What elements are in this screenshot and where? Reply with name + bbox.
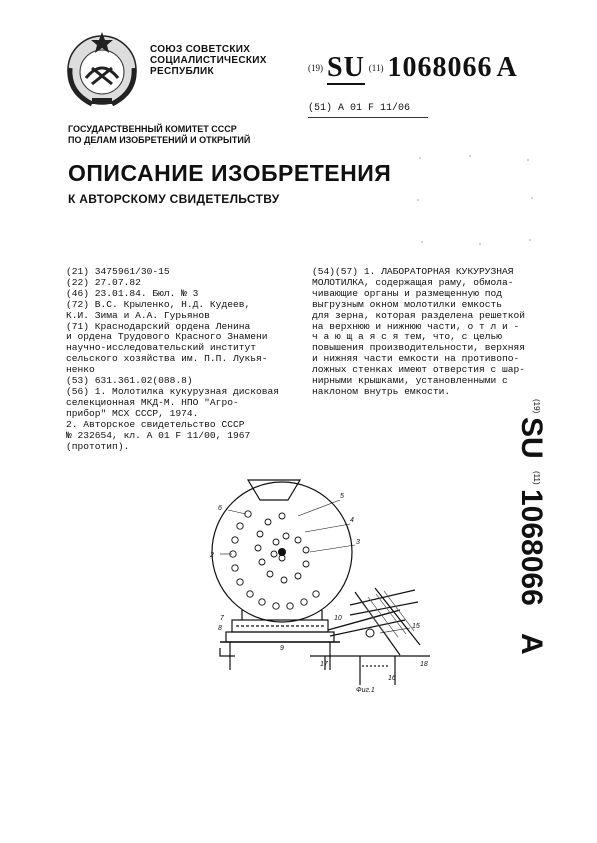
kind-code: A — [496, 52, 518, 83]
ref-label: 10 — [334, 615, 342, 622]
drum-axis — [278, 548, 286, 556]
ref-label: 7 — [220, 615, 224, 622]
biblio-line: научно-исследовательский институт — [66, 342, 256, 354]
ref-label: 8 — [218, 625, 222, 632]
side-country-code: SU — [515, 417, 548, 459]
biblio-line: селекционная МКД-М. НПО "Агро- — [66, 396, 239, 408]
ref-label: 15 — [412, 623, 420, 630]
ref-label: 4 — [350, 517, 354, 524]
abstract-line: выгрузным окном молотилки емкость — [312, 298, 502, 310]
abstract-line: для зерна, которая разделена решеткой — [312, 309, 526, 321]
abstract-line: МОЛОТИЛКА, содержащая раму, обмола- — [312, 276, 514, 288]
hinge — [366, 629, 374, 637]
outer-teeth — [230, 511, 319, 609]
biblio-line: прибор" МСХ СССР, 1974. — [66, 407, 199, 419]
figure-caption: Фиг.1 — [356, 687, 375, 694]
abstract-line: повышения производительности, верхняя — [312, 342, 526, 354]
side-publication-number — [512, 395, 566, 660]
biblio-line: ненко — [66, 364, 95, 376]
biblio-line: (21) 3475961/30-15 — [66, 266, 170, 277]
abstract-line: ложных стенках имеют отверстия с шар- — [312, 364, 526, 376]
abstract — [312, 267, 544, 398]
biblio-line: (71) Краснодарский ордена Ленина — [66, 320, 251, 332]
abstract-line: ч а ю щ а я с я тем, что, с целью — [312, 331, 502, 343]
biblio-line: (46) 23.01.84. Бюл. № 3 — [66, 287, 199, 299]
dotted-frame — [410, 150, 540, 250]
abstract-line: наклоном внутрь емкости. — [312, 385, 451, 397]
side-kind-code: A — [515, 633, 548, 655]
biblio-line: сельского хозяйства им. П.П. Лукья- — [66, 353, 268, 365]
biblio-line: № 232654, кл. А 01 F 11/00, 1967 — [66, 429, 251, 441]
country-name — [150, 44, 267, 77]
committee-line: ГОСУДАРСТВЕННЫЙ КОМИТЕТ СССР — [68, 124, 237, 134]
document-title: ОПИСАНИЕ ИЗОБРЕТЕНИЯ — [68, 160, 392, 186]
country-code: SU — [327, 52, 365, 83]
abstract-line: на верхнюю и нижнюю части, о т л и - — [312, 320, 520, 332]
committee — [68, 124, 250, 146]
committee-line: ПО ДЕЛАМ ИЗОБРЕТЕНИЙ И ОТКРЫТИЙ — [68, 135, 251, 145]
biblio-line: (56) 1. Молотилка кукурузная дисковая — [66, 385, 280, 397]
publication-number — [308, 52, 518, 84]
ref-label: 9 — [280, 645, 284, 652]
country-line: СОЮЗ СОВЕТСКИХ — [150, 44, 251, 55]
side-code-19: (19) — [532, 399, 541, 414]
biblio-line: (прототип). — [66, 440, 130, 452]
abstract-line: (54)(57) 1. ЛАБОРАТОРНАЯ КУКУРУЗНАЯ — [312, 266, 514, 277]
bibliographic-data — [66, 267, 302, 452]
code-19: (19) — [308, 63, 323, 73]
biblio-line: (53) 631.361.02(088.8) — [66, 375, 193, 387]
country-line: СОЦИАЛИСТИЧЕСКИХ — [150, 55, 267, 66]
country-line: РЕСПУБЛИК — [150, 66, 214, 77]
abstract-line: нирными крышками, установленными с — [312, 375, 508, 387]
code-11: (11) — [368, 63, 384, 73]
biblio-line: (22) 27.07.82 — [66, 276, 141, 288]
biblio-line: (72) В.С. Крыленко, Н.Д. Кудеев, — [66, 298, 251, 310]
biblio-line: и ордена Трудового Красного Знамени — [66, 331, 268, 343]
biblio-line: К.И. Зима и А.А. Гурьянов — [66, 309, 210, 321]
divider — [308, 117, 428, 118]
ref-label: 16 — [388, 675, 396, 682]
biblio-line: 2. Авторское свидетельство СССР — [66, 418, 245, 430]
ref-label: 5 — [340, 493, 344, 500]
document-subtitle: К АВТОРСКОМУ СВИДЕТЕЛЬСТВУ — [68, 192, 280, 206]
thresher-drawing — [190, 470, 435, 695]
ref-label: 6 — [218, 505, 222, 512]
abstract-line: чивающие органы и размещенную под — [312, 287, 502, 299]
ref-label: 3 — [356, 539, 360, 546]
patent-number: 1068066 — [387, 52, 493, 83]
ref-label: 2 — [210, 552, 214, 559]
ussr-emblem — [62, 28, 142, 108]
side-code-11: (11) — [532, 471, 541, 485]
abstract-line: и нижняя части емкости на противопо- — [312, 353, 520, 365]
side-patent-number: 1068066 — [515, 489, 548, 606]
ref-label: 17 — [320, 661, 328, 668]
ref-label: 18 — [420, 661, 428, 668]
ipc-class: (51) А 01 F 11/06 — [308, 103, 411, 114]
